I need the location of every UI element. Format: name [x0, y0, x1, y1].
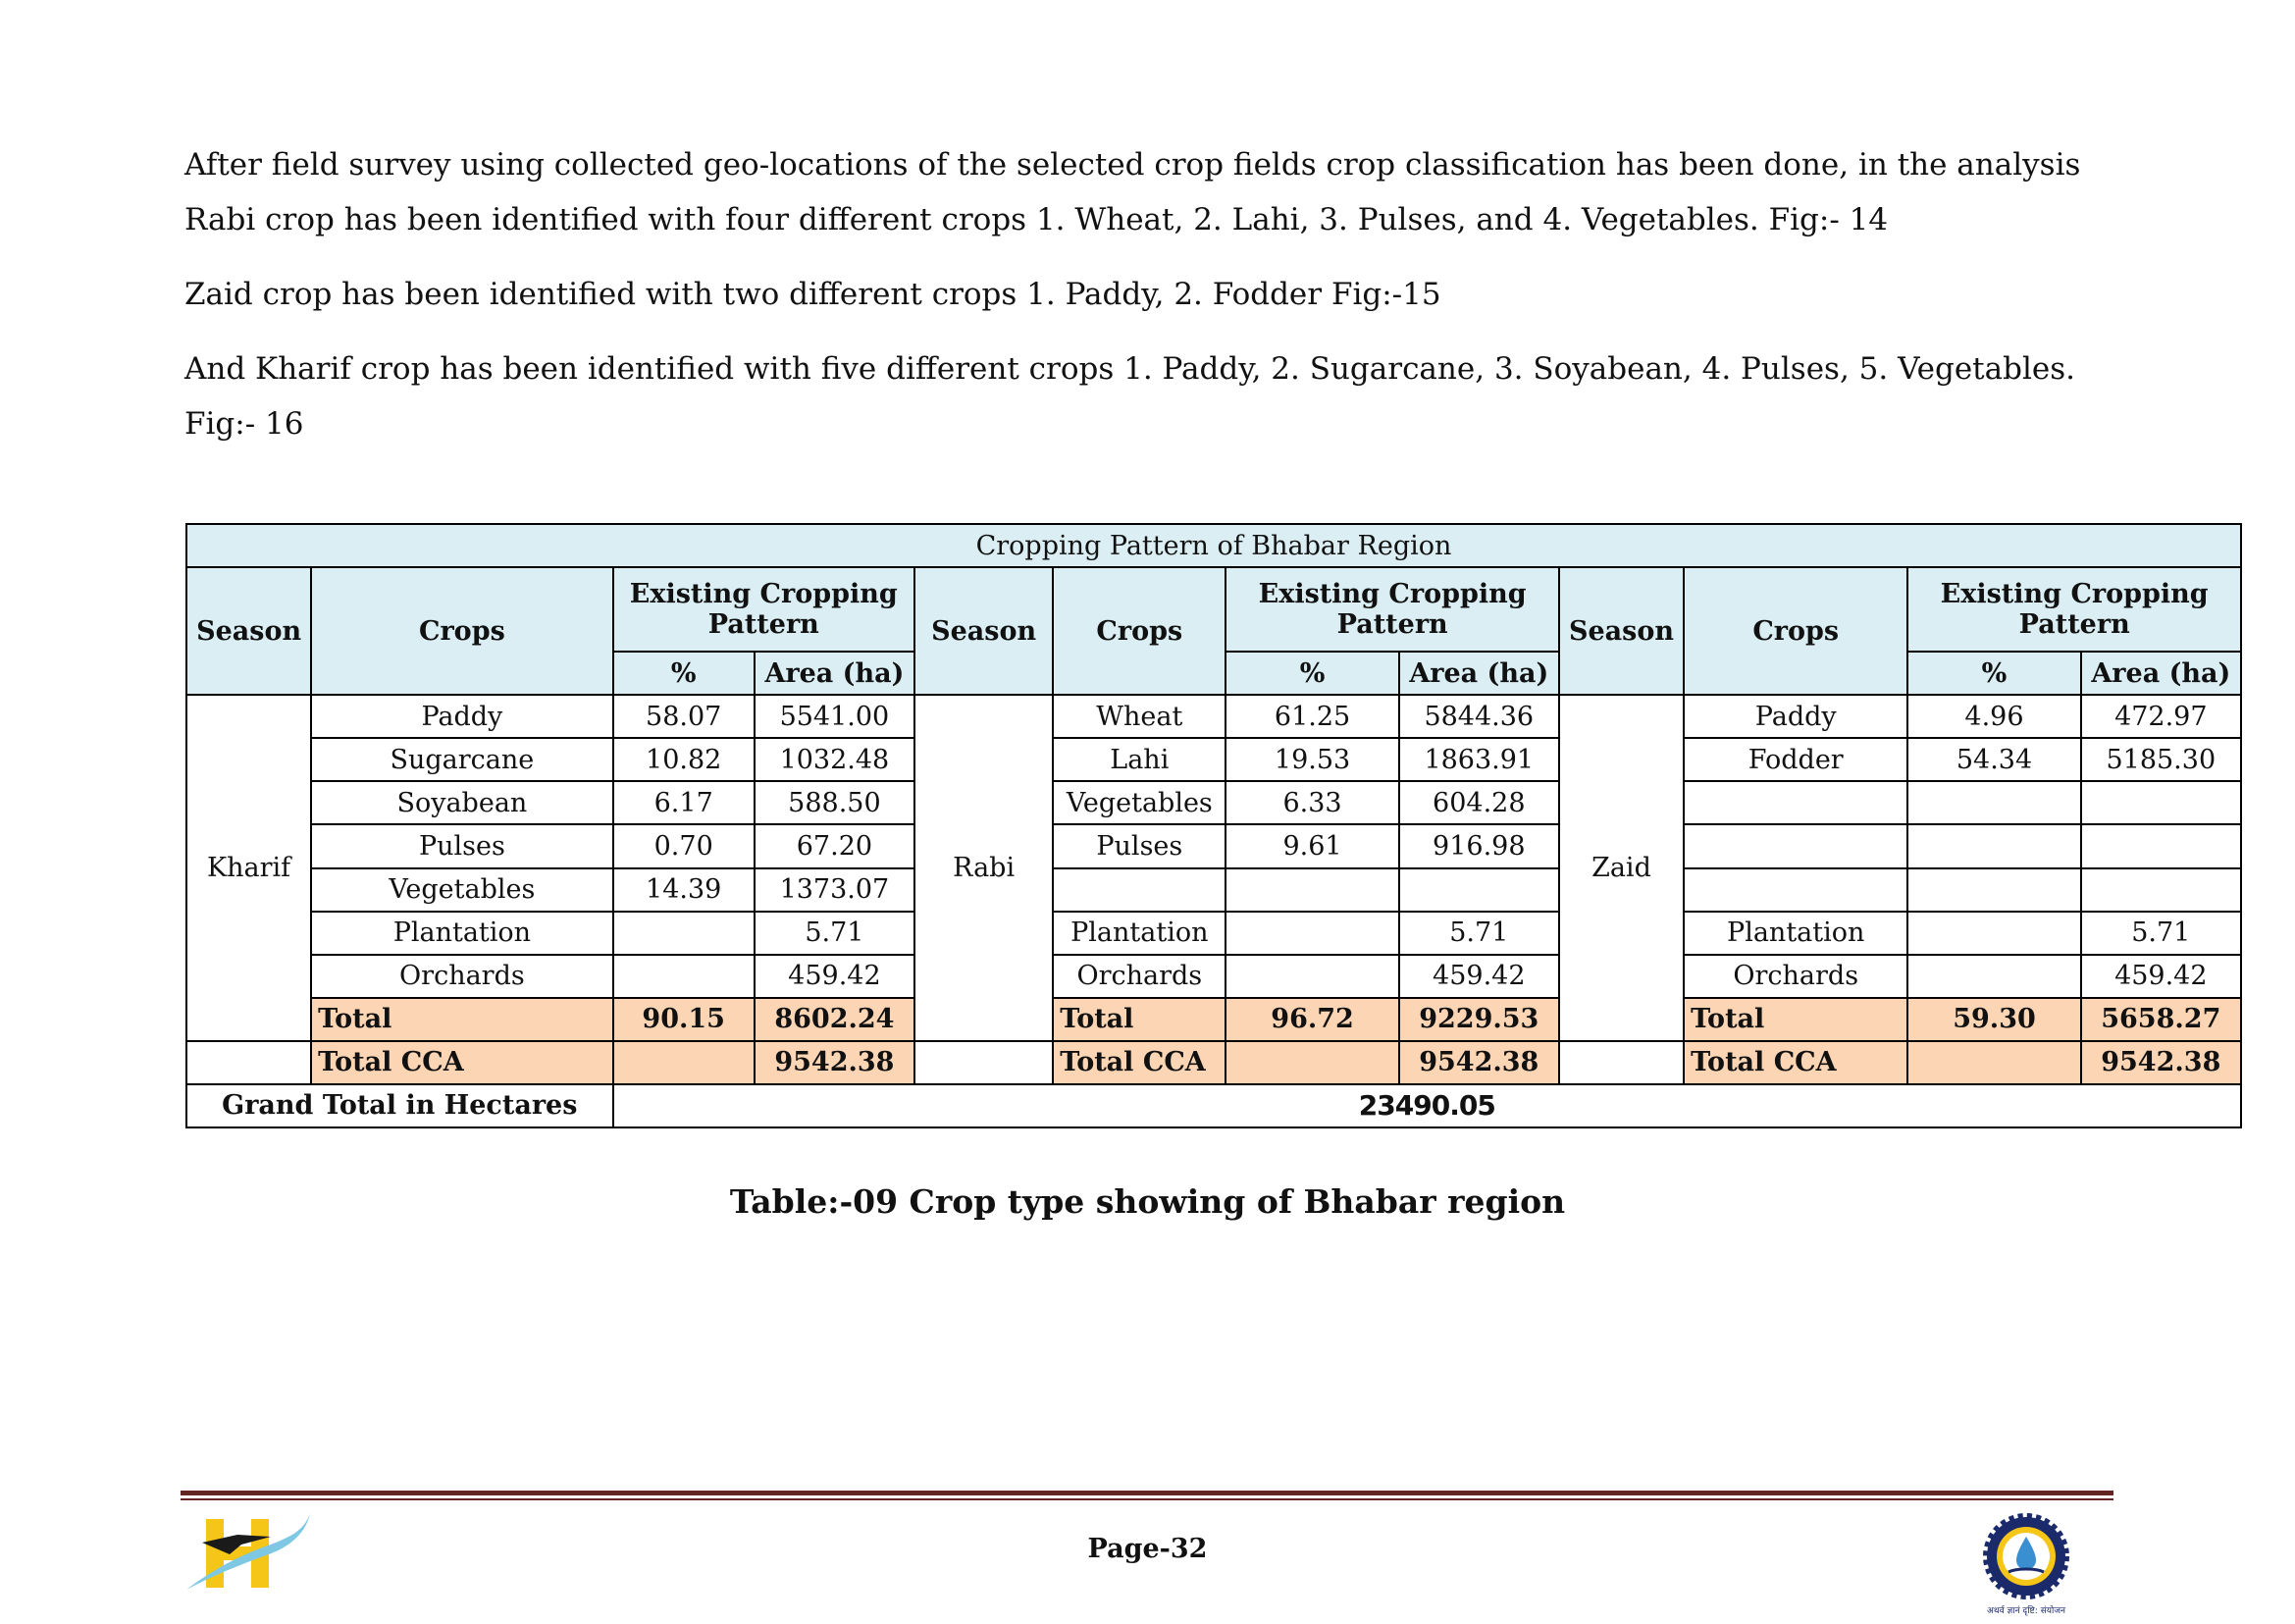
total-area: 9229.53: [1399, 998, 1559, 1041]
total-label: Total: [1053, 998, 1226, 1041]
table-row: [186, 781, 2241, 824]
total-cca-area: 9542.38: [1399, 1041, 1559, 1084]
area-cell: 5.71: [1399, 912, 1559, 955]
total-cca-row: [186, 1041, 2241, 1084]
percent-cell: [1907, 868, 2080, 912]
table-row: [186, 868, 2241, 912]
zaid-paragraph: Zaid crop has been identified with two different crops 1. Paddy, 2. Fodder Fig:-15: [184, 277, 1441, 312]
percent-header: %: [1907, 652, 2080, 695]
percent-cell: 19.53: [1226, 738, 1398, 781]
percent-cell: [613, 955, 755, 998]
percent-cell: 14.39: [613, 868, 755, 912]
crop-cell: Orchards: [1053, 955, 1226, 998]
total-row: [186, 998, 2241, 1041]
total-cca-area: 9542.38: [755, 1041, 914, 1084]
kharif-paragraph: And Kharif crop has been identified with five different crops 1. Paddy, 2. Sugarcane, 3. Soyabean, 4. Pulses, 5. Vegetables. Fig:- 16: [184, 351, 2075, 442]
season-header: Season: [1559, 567, 1684, 695]
crop-cell: Vegetables: [311, 868, 612, 912]
area-cell: [2081, 868, 2241, 912]
area-header: Area (ha): [2081, 652, 2241, 695]
area-cell: [2081, 824, 2241, 867]
crop-cell: Soyabean: [311, 781, 612, 824]
season-header: Season: [914, 567, 1053, 695]
crops-header: Crops: [1684, 567, 1907, 695]
crop-cell: Wheat: [1053, 695, 1226, 738]
intro-paragraph: After field survey using collected geo-locations of the selected crop fields crop classification has been done, in the analysis Rabi crop has been identified with four different crops 1. Wheat, 2. Lahi, 3. Pulses, and 4. Vegetables. Fig:- 14: [184, 147, 2081, 237]
total-area: 5658.27: [2081, 998, 2241, 1041]
percent-cell: 54.34: [1907, 738, 2080, 781]
area-cell: 1032.48: [755, 738, 914, 781]
area-cell: 472.97: [2081, 695, 2241, 738]
area-cell: 1373.07: [755, 868, 914, 912]
area-cell: 1863.91: [1399, 738, 1559, 781]
percent-cell: [1907, 824, 2080, 867]
existing-cropping-pattern-header: Existing Cropping Pattern: [613, 567, 914, 652]
percent-cell: [1907, 912, 2080, 955]
area-cell: 5.71: [2081, 912, 2241, 955]
percent-cell: 0.70: [613, 824, 755, 867]
percent-header: %: [613, 652, 755, 695]
crop-cell: Pulses: [1053, 824, 1226, 867]
area-cell: 459.42: [1399, 955, 1559, 998]
percent-cell: [1226, 955, 1398, 998]
crop-cell: Pulses: [311, 824, 612, 867]
season-rabi: Rabi: [914, 695, 1053, 1041]
percent-cell: 10.82: [613, 738, 755, 781]
table-row: [186, 824, 2241, 867]
percent-cell: 4.96: [1907, 695, 2080, 738]
percent-header: %: [1226, 652, 1398, 695]
page-number: Page-32: [1087, 1534, 1208, 1564]
empty-cell: [186, 1041, 311, 1084]
total-cca-percent: [1226, 1041, 1398, 1084]
total-cca-area: 9542.38: [2081, 1041, 2241, 1084]
seal-motto: अथर्व ज्ञानं दृष्टि: संयोजन: [1986, 1606, 2066, 1616]
total-percent: 59.30: [1907, 998, 2080, 1041]
crop-cell: Plantation: [1684, 912, 1907, 955]
percent-cell: [1907, 781, 2080, 824]
crop-cell: Plantation: [311, 912, 612, 955]
total-percent: 90.15: [613, 998, 755, 1041]
area-cell: 916.98: [1399, 824, 1559, 867]
percent-cell: 9.61: [1226, 824, 1398, 867]
footer-rule-thin: [181, 1498, 2113, 1500]
total-cca-percent: [613, 1041, 755, 1084]
existing-cropping-pattern-header: Existing Cropping Pattern: [1907, 567, 2241, 652]
area-cell: [1399, 868, 1559, 912]
total-cca-label: Total CCA: [311, 1041, 612, 1084]
area-cell: 604.28: [1399, 781, 1559, 824]
empty-cell: [1559, 1041, 1684, 1084]
total-percent: 96.72: [1226, 998, 1398, 1041]
area-header: Area (ha): [1399, 652, 1559, 695]
percent-cell: [613, 912, 755, 955]
area-cell: 5185.30: [2081, 738, 2241, 781]
table-row: [186, 955, 2241, 998]
crop-cell: Paddy: [1684, 695, 1907, 738]
empty-cell: [914, 1041, 1053, 1084]
crop-cell: Orchards: [1684, 955, 1907, 998]
crop-cell: Paddy: [311, 695, 612, 738]
crop-cell: [1684, 824, 1907, 867]
grand-total-row: [186, 1084, 2241, 1127]
area-cell: 67.20: [755, 824, 914, 867]
crop-cell: Vegetables: [1053, 781, 1226, 824]
crop-cell: [1684, 781, 1907, 824]
crop-cell: [1053, 868, 1226, 912]
table-row: [186, 738, 2241, 781]
crop-cell: Sugarcane: [311, 738, 612, 781]
total-cca-label: Total CCA: [1684, 1041, 1907, 1084]
crop-cell: Plantation: [1053, 912, 1226, 955]
area-cell: 459.42: [755, 955, 914, 998]
percent-cell: [1226, 868, 1398, 912]
area-cell: 5541.00: [755, 695, 914, 738]
area-cell: [2081, 781, 2241, 824]
total-cca-percent: [1907, 1041, 2080, 1084]
existing-cropping-pattern-header: Existing Cropping Pattern: [1226, 567, 1558, 652]
grand-total-value: 23490.05: [613, 1084, 2241, 1127]
percent-cell: [1226, 912, 1398, 955]
season-zaid: Zaid: [1559, 695, 1684, 1041]
total-label: Total: [1684, 998, 1907, 1041]
percent-cell: 6.33: [1226, 781, 1398, 824]
table-row: [186, 912, 2241, 955]
crop-cell: Orchards: [311, 955, 612, 998]
percent-cell: [1907, 955, 2080, 998]
area-header: Area (ha): [755, 652, 914, 695]
crop-cell: [1684, 868, 1907, 912]
area-cell: 5.71: [755, 912, 914, 955]
crops-header: Crops: [1053, 567, 1226, 695]
footer-rule: [181, 1491, 2113, 1495]
season-kharif: Kharif: [186, 695, 311, 1041]
crop-cell: Fodder: [1684, 738, 1907, 781]
table-caption: Table:-09 Crop type showing of Bhabar region: [729, 1182, 1566, 1221]
institution-seal-icon: [1967, 1511, 2085, 1619]
total-cca-label: Total CCA: [1053, 1041, 1226, 1084]
percent-cell: 58.07: [613, 695, 755, 738]
area-cell: 5844.36: [1399, 695, 1559, 738]
table-title: Cropping Pattern of Bhabar Region: [186, 524, 2241, 567]
season-header: Season: [186, 567, 311, 695]
total-label: Total: [311, 998, 612, 1041]
percent-cell: 61.25: [1226, 695, 1398, 738]
crop-cell: Lahi: [1053, 738, 1226, 781]
crops-header: Crops: [311, 567, 612, 695]
percent-cell: 6.17: [613, 781, 755, 824]
table-row: [186, 695, 2241, 738]
total-area: 8602.24: [755, 998, 914, 1041]
cropping-pattern-table: [185, 523, 2242, 1128]
area-cell: 459.42: [2081, 955, 2241, 998]
area-cell: 588.50: [755, 781, 914, 824]
grand-total-label: Grand Total in Hectares: [186, 1084, 613, 1127]
